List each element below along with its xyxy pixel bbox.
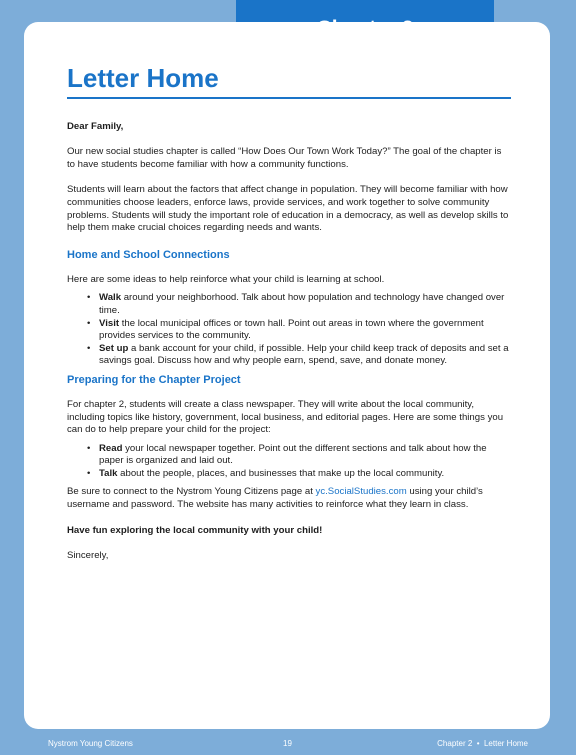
website-text-before: Be sure to connect to the Nystrom Young Citizens page at: [67, 486, 316, 498]
chapter-project-list: [67, 443, 511, 481]
website-link[interactable]: yc.SocialStudies.com: [315, 486, 407, 498]
list-item-key: Walk: [99, 292, 122, 304]
list-item-text: your local newspaper together. Point out the different sections and talk about how the paper is organized and laid out.: [99, 442, 487, 467]
footer-page-number: 19: [283, 739, 292, 748]
list-item-key: Talk: [99, 467, 118, 479]
list-item-text: about the people, places, and businesses that make up the local community.: [117, 467, 445, 479]
section-2-lead: For chapter 2, students will create a class newspaper. They will write about the local community, including topics like history, government, local business, and editorial pages. Here are some things you can do to help prepare your child for the project:: [67, 398, 504, 436]
website-text-after: using your child’s username and password. The website has many activities to reinforce what they learn in class.: [67, 486, 483, 511]
footer-chapter-label: Chapter 2 • Letter Home: [437, 739, 528, 748]
website-paragraph: [67, 486, 511, 511]
list-item-text: a bank account for your child, if possible. Help your child keep track of deposits and set a savings goal. Discuss how and why people earn, spend, save, and donate money.: [99, 342, 509, 367]
list-item-text: around your neighborhood. Talk about how population and technology have changed over time.: [99, 292, 505, 316]
list-item-key: Read: [99, 442, 123, 454]
page-title: Letter Home: [67, 64, 511, 99]
list-item-key: Set up: [99, 342, 129, 354]
section-heading-home-school: Home and School Connections: [67, 248, 230, 261]
section-heading-chapter-project: Preparing for the Chapter Project: [67, 373, 241, 386]
signoff: Sincerely,: [67, 550, 109, 562]
list-item: [87, 343, 511, 368]
salutation: Dear Family,: [67, 120, 124, 132]
list-item: [87, 443, 511, 468]
list-item: [87, 318, 511, 343]
list-item: [87, 292, 511, 317]
footer-publisher: Nystrom Young Citizens: [48, 739, 133, 748]
letter-body: [67, 64, 511, 563]
list-item: [87, 468, 511, 481]
list-item-key: Visit: [99, 317, 120, 329]
home-school-list: [67, 292, 511, 368]
intro-paragraph-2: Students will learn about the factors that affect change in population. They will become familiar with how communities choose leaders, enforce laws, provide services, and work together to solve community problems. Students will study the important role of education in a democracy, as well as develop skills to help them make crucial choices regarding needs and wants.: [67, 184, 509, 234]
intro-paragraph-1: Our new social studies chapter is called “How Does Our Town Work Today?” The goal of the chapter is to have students become familiar with how a community functions.: [67, 146, 502, 170]
closing-line: Have fun exploring the local community with your child!: [67, 524, 323, 536]
list-item-text: the local municipal offices or town hall. Point out areas in town where the government provides services to the community.: [99, 317, 484, 342]
letter-sheet: [24, 22, 550, 729]
section-1-lead: Here are some ideas to help reinforce what your child is learning at school.: [67, 273, 385, 285]
